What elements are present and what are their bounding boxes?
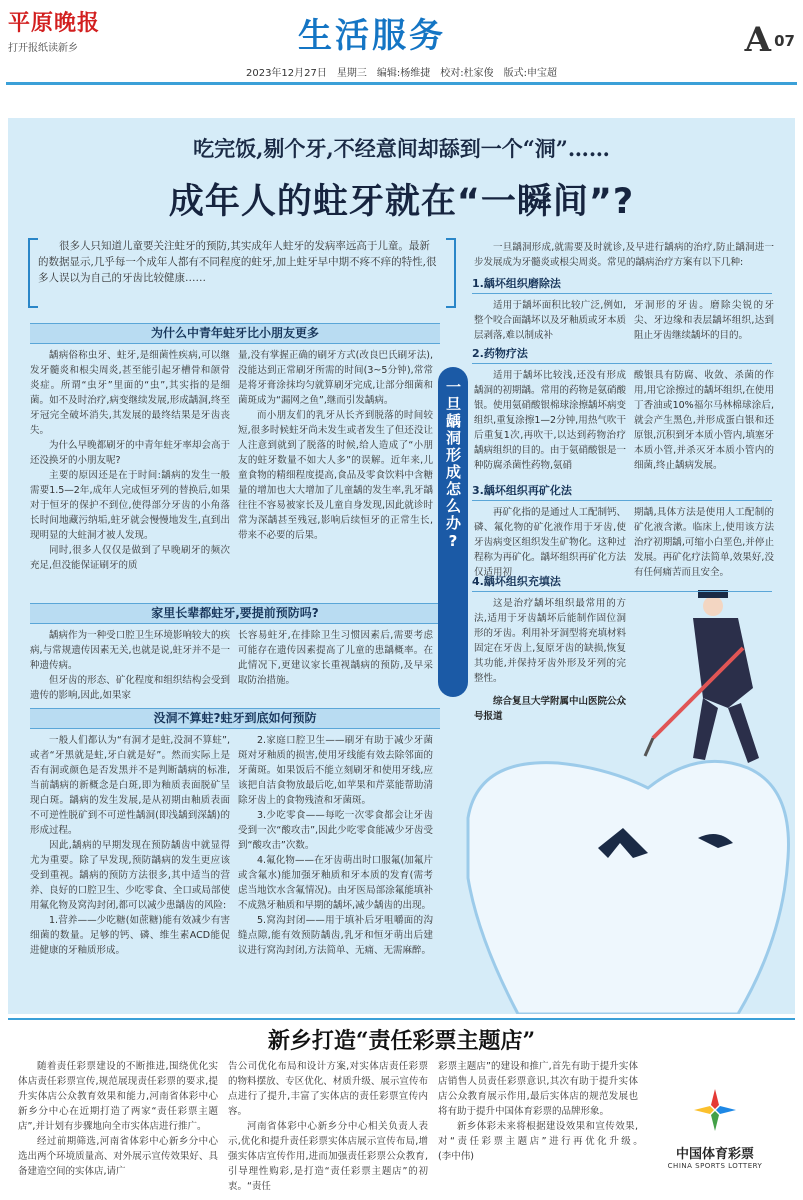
newspaper-brand: [8, 6, 118, 54]
paragraph: 龋病作为一种受口腔卫生环境影响较大的疾病,与常规遗传因素无关,也就是说,蛀牙并不是一种遗传病。: [30, 630, 230, 671]
treatment-column-b: [634, 298, 774, 343]
paragraph: 长容易蛀牙,在排除卫生习惯因素后,需要考虑可能存在遗传因素提高了儿童的患龋概率。在此情况下,更建议家长重视龋病的预防,及早采取防治措施。: [238, 630, 433, 686]
lottery-logo-text: 中国体育彩票: [675, 1147, 754, 1162]
section-heading-prevention: 没洞不算蛀?蛀牙到底如何预防: [30, 708, 440, 729]
section3-column-b: [238, 733, 433, 958]
page-number: 07: [774, 32, 795, 50]
paragraph: 2.家庭口腔卫生——刷牙有助于减少牙菌斑对牙釉质的损害,使用牙线能有效去除邻面的牙菌斑。如果饭后不能立刻刷牙和使用牙线,应该把自洁食物放最后吃,如苹果和芹菜能帮助清除牙齿上的食物残渣和牙菌斑。: [238, 735, 433, 806]
ad-divider: [8, 1018, 795, 1020]
paragraph: 期龋,具体方法是使用人工配制的矿化液含漱。临床上,使用该方法治疗初期龋,可缩小白垩色,并停止发展。再矿化疗法简单,效果好,没有任何痛苦而且安全。: [634, 507, 774, 578]
treatment-column-a: [474, 596, 626, 724]
lead-bracket-right: [446, 238, 456, 308]
paragraph: 为什么早晚都刷牙的中青年蛀牙率却会高于还没换牙的小朋友呢?: [30, 440, 230, 466]
lead-bracket-left: [28, 238, 38, 308]
paragraph: 但牙齿的形态、矿化程度和组织结构会受到遗传的影响,因此,如果家: [30, 675, 230, 701]
masthead-divider: [6, 82, 797, 85]
section3-column-a: [30, 733, 230, 958]
treatment-column-a: [474, 298, 626, 343]
feature-article: [8, 118, 795, 1014]
section2-column-b: [238, 628, 433, 688]
paragraph: 3.少吃零食——每吃一次零食都会让牙齿受到一次“酸攻击”,因此少吃零食能减少牙齿受到“酸攻击”次数。: [238, 810, 433, 851]
masthead: [0, 0, 803, 88]
lottery-logo-icon: [690, 1085, 740, 1135]
ad-column-3: [438, 1059, 686, 1164]
paragraph: 龋病俗称虫牙、蛀牙,是细菌性疾病,可以继发牙髓炎和根尖周炎,甚至能引起牙槽骨和颌骨炎症。所谓“虫牙”里面的“虫”,其实指的是细菌。如不及时治疗,病变继续发展,形成龋洞,终至牙冠完全破坏消失,其发展的最终结果是牙齿丧失。: [30, 350, 230, 436]
paragraph: 随着责任彩票建设的不断推进,围绕优化实体店责任彩票宣传,规范展现责任彩票的要求,提升实体店公众教育效果和能力,河南省体彩中心新乡分中心在近期打造了两家“责任彩票主题店”,并计划有步骤地向全市实体店进行推广。: [18, 1061, 218, 1132]
paragraph: 再矿化指的是通过人工配制钙、磷、氟化物的矿化液作用于牙齿,使牙齿病变区组织发生矿物化。这种过程称为再矿化。龋坏组织再矿化方法仅适用初: [474, 507, 627, 578]
paragraph: 量,没有掌握正确的刷牙方式(改良巴氏刷牙法),没能达到正常刷牙所需的时间(3~5分钟),常常是将牙膏涂抹均匀就算刷牙完成,让部分细菌和菌斑成为“漏网之鱼”,继而引发龋病。: [238, 350, 433, 406]
paragraph: 同时,很多人仅仅是做到了早晚刷牙的频次充足,但没能保证刷牙的质: [30, 545, 230, 571]
lottery-logo-english: CHINA SPORTS LOTTERY: [667, 1162, 763, 1170]
section-title: 生活服务: [298, 16, 446, 56]
paragraph: 5.窝沟封闭——用于填补后牙咀嚼面的沟缝点隙,能有效预防龋齿,乳牙和恒牙萌出后建议进行窝沟封闭,方法简单、无痛、无需麻醉。: [238, 915, 433, 956]
ad-column-2: [228, 1059, 428, 1194]
treatment-column-a: [474, 368, 626, 473]
section2-column-a: [30, 628, 230, 703]
paragraph: 适用于龋坏面积比较广泛,例如,整个咬合面龋坏以及牙釉质或牙本质层剥落,难以制成补: [474, 300, 627, 341]
lead-paragraph: 很多人只知道儿童要关注蛀牙的预防,其实成年人蛀牙的发病率远高于儿童。最新的数据显示,几乎每一个成年人都有不同程度的蛀牙,加上蛀牙早中期不疼不痒的特性,很多人误以为自己的牙齿比较健康……: [38, 240, 437, 284]
paragraph: 一般人们都认为“有洞才是蛀,没洞不算蛀”,或者“牙黑就是蛀,牙白就是好”。然而实际上是否有洞或颜色是否发黑并不是判断龋病的标准,当前龋病的新概念是白斑,即为釉质表面脱矿呈现白斑。龋病的发生发展,是从初期由釉质表面不可逆性脱矿到不可逆性龋洞(即浅龋到深龋)的形成过程。: [30, 735, 230, 836]
treatment-heading: 1.龋坏组织磨除法: [472, 275, 772, 294]
main-headline: 成年人的蛀牙就在“一瞬间”?: [168, 182, 635, 222]
brand-name: 平原晚报: [8, 10, 101, 36]
vertical-banner: [438, 367, 468, 697]
section-heading-family: 家里长辈都蛀牙,要提前预防吗?: [30, 603, 440, 624]
section1-column-a: [30, 348, 230, 573]
treatment-column-b: [634, 505, 774, 580]
paragraph: 因此,龋病的早期发现在预防龋齿中就显得尤为重要。除了早发现,预防龋病的发生更应该受到重视。龋病的预防方法很多,其中适当的营养、良好的口腔卫生、少吃零食、全口或局部使用氟化物及窝沟封闭,都可以减少患龋齿的风险:: [30, 840, 230, 911]
treatment-heading: 3.龋坏组织再矿化法: [472, 482, 772, 501]
section-heading-why-adults: 为什么中青年蛀牙比小朋友更多: [30, 323, 440, 344]
paragraph: 牙洞形的牙齿。磨除尖锐的牙尖、牙边缘和表层龋坏组织,达到阻止牙齿继续龋坏的目的。: [634, 300, 774, 341]
china-sports-lottery-logo: [660, 1085, 770, 1175]
treatment-column-b: [634, 368, 774, 473]
paragraph: 而小朋友们的乳牙从长齐到脱落的时间较短,很多时候蛀牙尚未发生或者发生了但还没让人注意到就到了脱落的时候,给人造成了“小朋友的蛀牙数量不如大人多”的误解。近年来,儿童食物的精细程度提高,食品及零食饮料中含糖量的增加也大大增加了儿童龋的发生率,乳牙龋往往不容易被家长及儿童自身发现,因此就诊时常为深龋甚至残冠,影响后续恒牙的正常生长,带来不必要的后果。: [238, 410, 433, 541]
paragraph: 4.氟化物——在牙齿萌出时口服氟(加氟片或含氟水)能加强牙釉质和牙本质的发育(需考虑当地饮水含氟情况)。由牙医局部涂氟能填补不成熟牙釉质和早期的龋坏,减少龋齿的出现。: [238, 855, 433, 911]
paragraph: 主要的原因还是在于时间:龋病的发生一般需要1.5—2年,成年人完成恒牙列的替换后,如果对于恒牙的保护不到位,使得部分牙齿的小角落长时间地藏污纳垢,蛀牙就会慢慢地发生,直到出现明显的大蛀洞才被人发现。: [30, 470, 230, 541]
dentist-figure-icon: [643, 588, 783, 778]
paragraph: 这是治疗龋坏组织最常用的方法,适用于牙齿龋坏后能制作固位洞形的牙齿。利用补牙洞型将充填材料固定在牙齿上,复原牙齿的缺损,恢复其功能,并保持牙齿外形及牙列的完整性。: [474, 598, 627, 684]
kicker-headline: 吃完饭,剔个牙,不经意间却舔到一个“洞”……: [193, 136, 610, 161]
paragraph: 新乡体彩未来将根据建设效果和宣传效果,对“责任彩票主题店”进行再优化升级。 (李中伟): [438, 1121, 686, 1162]
article-credit: 综合复旦大学附属中山医院公众号报道: [474, 696, 627, 722]
treatment-column-a: [474, 505, 626, 580]
paragraph: 告公司优化布局和设计方案,对实体店责任彩票的物料摆放、专区优化、材质升级、展示宣传布点进行了提升,丰富了实体店的责任彩票宣传内容。: [228, 1061, 428, 1117]
page-letter: A: [744, 20, 771, 60]
treatment-heading: 2.药物疗法: [472, 345, 772, 364]
paragraph: 经过前期筛选,河南省体彩中心新乡分中心选出两个环境质量高、对外展示宣传效果好、具备建造空间的实体店,请广: [18, 1136, 218, 1177]
ad-headline: 新乡打造“责任彩票主题店”: [267, 1028, 536, 1054]
treatment-heading: 4.龋坏组织充填法: [472, 573, 772, 592]
ad-column-1: [18, 1059, 218, 1179]
paragraph: 酸银具有防腐、收敛、杀菌的作用,用它涂擦过的龋坏组织,在使用丁香油或10%福尔马林棉球涂后,就会产生黑色,并形成蛋白银和还原银,沉积到牙本质小管内,填塞牙本质小管,并杀灭牙本质小管内的细菌,终止龋病发展。: [634, 370, 774, 471]
brand-slogan: 打开报纸读新乡: [8, 43, 78, 54]
treatment-intro: [474, 240, 774, 270]
paragraph: 一旦龋洞形成,就需要及时就诊,及早进行龋病的治疗,防止龋洞进一步发展成为牙髓炎或根尖周炎。常见的龋病治疗方案有以下几种:: [474, 242, 774, 268]
section1-column-b: [238, 348, 433, 543]
paragraph: 1.营养——少吃糖(如蔗糖)能有效减少有害细菌的数量。足够的钙、磷、维生素ACD能促进健康的牙釉质形成。: [30, 915, 230, 956]
vertical-banner-text: 一旦龋洞形成怎么办?: [444, 379, 462, 552]
paragraph: 彩票主题店”的建设和推广,首先有助于提升实体店销售人员责任彩票意识,其次有助于提升实体店公众教育展示作用,最后实体店的规范发展也将有助于提升中国体育彩票的品牌形象。: [438, 1061, 638, 1117]
dateline: 2023年12月27日 星期三 编辑:杨维捷 校对:杜家俊 版式:申宝超: [245, 68, 557, 79]
paragraph: 适用于龋坏比较浅,还没有形成龋洞的初期龋。常用的药物是氨硝酸银。使用氨硝酸银棉球涂擦龋坏病变组织,重复涂擦1—2分钟,用热气吹干后重复1次,再吹干,以达到药物治疗龋病组织的目的。由于氨硝酸银是一种防腐杀菌性药物,氨硝: [474, 370, 627, 471]
paragraph: 河南省体彩中心新乡分中心相关负责人表示,优化和提升责任彩票实体店展示宣传布局,增强实体店宣传作用,进而加强责任彩票公众教育,引导理性购彩,是打造“责任彩票主题店”的初衷。“责任: [228, 1121, 428, 1192]
